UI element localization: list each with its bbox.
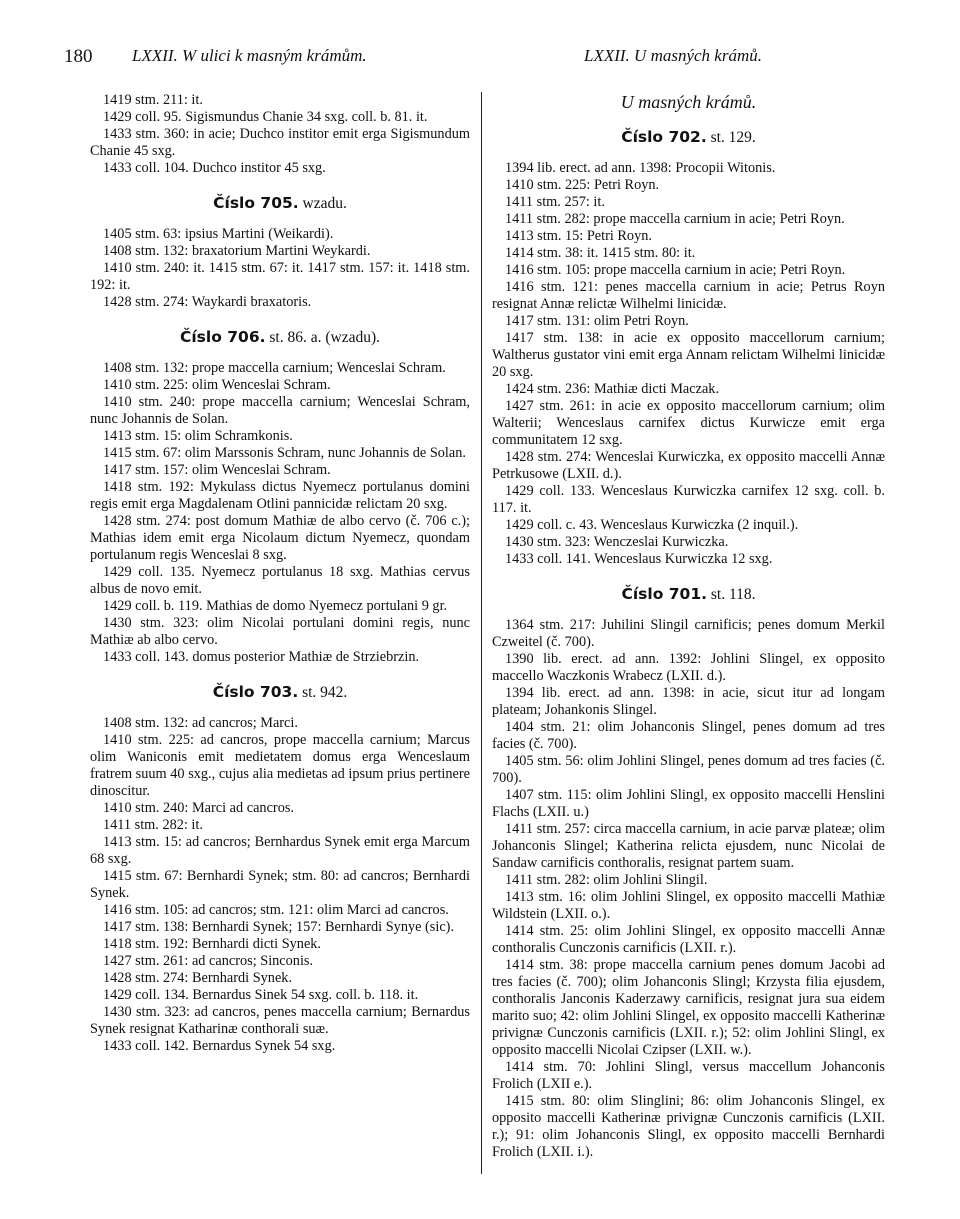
entry-paragraph: 1429 coll. c. 43. Wenceslaus Kurwiczka (2 inquil.).: [505, 517, 799, 533]
entry-paragraph: 1411 stm. 282: prope maccella carnium in acie; Petri Royn.: [505, 211, 845, 227]
section-heading: Číslo 702. st. 129.: [621, 128, 756, 146]
entry-paragraph: 1410 stm. 225: Petri Royn.: [505, 177, 660, 193]
column-title: U masných krámů.: [620, 92, 757, 112]
entry-paragraph: 1410 stm. 240: it. 1415 stm. 67: it. 1417 stm. 157: it. 1418 stm. 192: it.: [90, 260, 470, 293]
entry-paragraph: 1428 stm. 274: Waykardi braxatoris.: [103, 294, 312, 310]
section-number: Číslo 702.: [621, 128, 707, 146]
entry-paragraph: 1427 stm. 261: ad cancros; Sinconis.: [103, 953, 314, 969]
entry-paragraph: 1414 stm. 25: olim Johlini Slingel, ex opposito maccelli Annæ conthoralis Cunczonis carnificis (LXII. r.).: [492, 923, 885, 956]
section-number: Číslo 701.: [621, 585, 707, 603]
entry-paragraph: 1417 stm. 138: Bernhardi Synek; 157: Bernhardi Synye (sic).: [103, 919, 455, 935]
entry-paragraph: 1411 stm. 257: circa maccella carnium, in acie parvæ plateæ; olim Johanconis Slingel; Katherina relicta ejusdem, nunc Nicolai de Sandaw carnificis conthoralis, resignat partem suam.: [492, 821, 885, 871]
entry-paragraph: 1408 stm. 132: prope maccella carnium; Wenceslai Schram.: [103, 360, 446, 376]
entry-paragraph: 1419 stm. 211: it.: [103, 92, 203, 108]
entry-paragraph: 1410 stm. 225: ad cancros, prope maccella carnium; Marcus olim Waniconis emit medietatem domus erga Wenceslaum fratrem suum 40 sxg., cujus alia medietas ad ipsum prius pertinere dinoscitur.: [90, 732, 470, 799]
entry-paragraph: 1413 stm. 15: Petri Royn.: [505, 228, 652, 244]
entry-paragraph: 1418 stm. 192: Mykulass dictus Nyemecz portulanus domini regis emit erga Magdalenam Otlini pannicidæ relictam 20 sxg.: [90, 479, 470, 512]
entry-paragraph: 1364 stm. 217: Juhilini Slingil carnificis; penes domum Merkil Czweitel (č. 700).: [492, 617, 885, 650]
entry-paragraph: 1416 stm. 105: ad cancros; stm. 121: olim Marci ad cancros.: [103, 902, 449, 918]
section-heading: Číslo 705. wzadu.: [213, 194, 347, 212]
section-heading: Číslo 701. st. 118.: [621, 585, 756, 603]
entry-paragraph: 1430 stm. 323: Wenczeslai Kurwiczka.: [505, 534, 729, 550]
section-heading: Číslo 706. st. 86. a. (wzadu).: [179, 328, 380, 346]
entry-paragraph: 1424 stm. 236: Mathiæ dicti Maczak.: [505, 381, 720, 397]
entry-paragraph: 1413 stm. 15: olim Schramkonis.: [103, 428, 293, 444]
entry-paragraph: 1418 stm. 192: Bernhardi dicti Synek.: [103, 936, 322, 952]
entry-paragraph: 1415 stm. 80: olim Slinglini; 86: olim Johanconis Slingel, ex opposito maccelli Katherinæ privignæ Cunczonis carnificis (LXII. r.); 91: olim Johanconis Slingl, ex opposito maccelli Bernhardi Frolich (LXII. i.).: [492, 1093, 885, 1160]
entry-paragraph: 1428 stm. 274: Wenceslai Kurwiczka, ex opposito maccelli Annæ Petrkusowe (LXII. d.).: [492, 449, 885, 482]
entry-paragraph: 1415 stm. 67: olim Marssonis Schram, nunc Johannis de Solan.: [103, 445, 466, 461]
entry-paragraph: 1430 stm. 323: olim Nicolai portulani domini regis, nunc Mathiæ ab albo cervo.: [90, 615, 470, 648]
entry-paragraph: 1416 stm. 105: prope maccella carnium in acie; Petri Royn.: [505, 262, 846, 278]
entry-paragraph: 1413 stm. 15: ad cancros; Bernhardus Synek emit erga Marcum 68 sxg.: [90, 834, 470, 867]
entry-paragraph: 1394 lib. erect. ad ann. 1398: Procopii Witonis.: [505, 160, 776, 176]
entry-paragraph: 1414 stm. 38: prope maccella carnium penes domum Jacobi ad tres facies (č. 700); olim Johanconis Slingl; Krzysta filia ejusdem, conthoralis Janconis Kaderzawy carnificis, resignat jura sua eidem marito suo; 42: olim Johlini Slingel, ex opposito maccelli Katherinæ privignæ Cunczonis carnificis (LXII. r.); 52: olim Johlini Slingl, ex opposito maccelli Nicolai Czipser (LXII. w.).: [492, 957, 885, 1058]
running-head-right: LXXII. U masných krámů.: [584, 46, 762, 65]
entry-paragraph: 1429 coll. 134. Bernardus Sinek 54 sxg. coll. b. 118. it.: [103, 987, 419, 1003]
entry-paragraph: 1428 stm. 274: Bernhardi Synek.: [103, 970, 293, 986]
entry-paragraph: 1410 stm. 225: olim Wenceslai Schram.: [103, 377, 331, 393]
entry-paragraph: 1433 stm. 360: in acie; Duchco institor emit erga Sigismundum Chanie 45 sxg.: [90, 126, 470, 159]
entry-paragraph: 1408 stm. 132: braxatorium Martini Weykardi.: [103, 243, 371, 259]
entry-paragraph: 1390 lib. erect. ad ann. 1392: Johlini Slingel, ex opposito maccello Waczkonis Wrabecz (LXII. d.).: [492, 651, 885, 684]
entry-paragraph: 1414 stm. 70: Johlini Slingl, versus maccellum Johanconis Frolich (LXII e.).: [492, 1059, 885, 1092]
section-heading: Číslo 703. st. 942.: [212, 683, 348, 701]
entry-paragraph: 1430 stm. 323: ad cancros, penes maccella carnium; Bernardus Synek resignat Katharinæ conthorali suæ.: [90, 1004, 470, 1037]
entry-paragraph: 1433 coll. 141. Wenceslaus Kurwiczka 12 sxg.: [505, 551, 773, 567]
entry-paragraph: 1417 stm. 138: in acie ex opposito maccellorum carnium; Waltherus gustator vini emit erga Annam relictam Wilhelmi linicidæ 20 sxg.: [492, 330, 885, 380]
entry-paragraph: 1414 stm. 38: it. 1415 stm. 80: it.: [505, 245, 696, 261]
entry-paragraph: 1429 coll. b. 119. Mathias de domo Nyemecz portulani 9 gr.: [103, 598, 448, 614]
entry-paragraph: 1417 stm. 157: olim Wenceslai Schram.: [103, 462, 331, 478]
entry-paragraph: 1428 stm. 274: post domum Mathiæ de albo cervo (č. 706 c.); Mathias idem emit erga Nicolaum dictum Nyemecz, quondam portulanum regis Wenceslai 8 sxg.: [90, 513, 470, 563]
entry-paragraph: 1411 stm. 257: it.: [505, 194, 605, 210]
entry-paragraph: 1411 stm. 282: olim Johlini Slingil.: [505, 872, 708, 888]
entry-paragraph: 1413 stm. 16: olim Johlini Slingel, ex opposito maccelli Mathiæ Wildstein (LXII. o.).: [492, 889, 885, 922]
entry-paragraph: 1408 stm. 132: ad cancros; Marci.: [103, 715, 298, 731]
running-head-left: LXXII. W ulici k masným krámům.: [132, 46, 367, 65]
entry-paragraph: 1429 coll. 135. Nyemecz portulanus 18 sxg. Mathias cervus albus de novo emit.: [90, 564, 470, 597]
entry-paragraph: 1405 stm. 56: olim Johlini Slingel, penes domum ad tres facies (č. 700).: [492, 753, 885, 786]
section-number: Číslo 706.: [179, 328, 266, 346]
page-number: 180: [64, 46, 93, 67]
entry-paragraph: 1416 stm. 121: penes maccella carnium in acie; Petrus Royn resignat Annæ relictæ Wilhelmi linicidæ.: [492, 279, 885, 312]
column-divider: [481, 92, 482, 1174]
entry-paragraph: 1411 stm. 282: it.: [103, 817, 203, 833]
entry-paragraph: 1415 stm. 67: Bernhardi Synek; stm. 80: ad cancros; Bernhardi Synek.: [90, 868, 470, 901]
entry-paragraph: 1433 coll. 143. domus posterior Mathiæ de Strziebrzin.: [103, 649, 420, 665]
entry-paragraph: 1394 lib. erect. ad ann. 1398: in acie, sicut itur ad longam plateam; Johankonis Slingel.: [492, 685, 885, 718]
entry-paragraph: 1429 coll. 133. Wenceslaus Kurwiczka carnifex 12 sxg. coll. b. 117. it.: [492, 483, 885, 516]
section-number: Číslo 705.: [213, 194, 299, 212]
entry-paragraph: 1404 stm. 21: olim Johanconis Slingel, penes domum ad tres facies (č. 700).: [492, 719, 885, 752]
entry-paragraph: 1417 stm. 131: olim Petri Royn.: [505, 313, 689, 329]
entry-paragraph: 1410 stm. 240: prope maccella carnium; Wenceslai Schram, nunc Johannis de Solan.: [90, 394, 470, 427]
page-header: [0, 0, 960, 70]
entry-paragraph: 1427 stm. 261: in acie ex opposito maccellorum carnium; olim Walterii; Wenceslaus carnifex dictus Kurwicze emit erga communitatem 12 sxg.: [492, 398, 885, 448]
entry-paragraph: 1407 stm. 115: olim Johlini Slingl, ex opposito maccelli Henslini Flachs (LXII. u.): [492, 787, 885, 820]
entry-paragraph: 1410 stm. 240: Marci ad cancros.: [103, 800, 294, 816]
entry-paragraph: 1429 coll. 95. Sigismundus Chanie 34 sxg. coll. b. 81. it.: [103, 109, 428, 125]
left-column: [90, 92, 470, 1055]
right-column: [492, 92, 885, 1161]
entry-paragraph: 1433 coll. 142. Bernardus Synek 54 sxg.: [103, 1038, 336, 1054]
entry-paragraph: 1433 coll. 104. Duchco institor 45 sxg.: [103, 160, 326, 176]
section-number: Číslo 703.: [212, 683, 299, 701]
entry-paragraph: 1405 stm. 63: ipsius Martini (Weikardi).: [103, 226, 334, 242]
